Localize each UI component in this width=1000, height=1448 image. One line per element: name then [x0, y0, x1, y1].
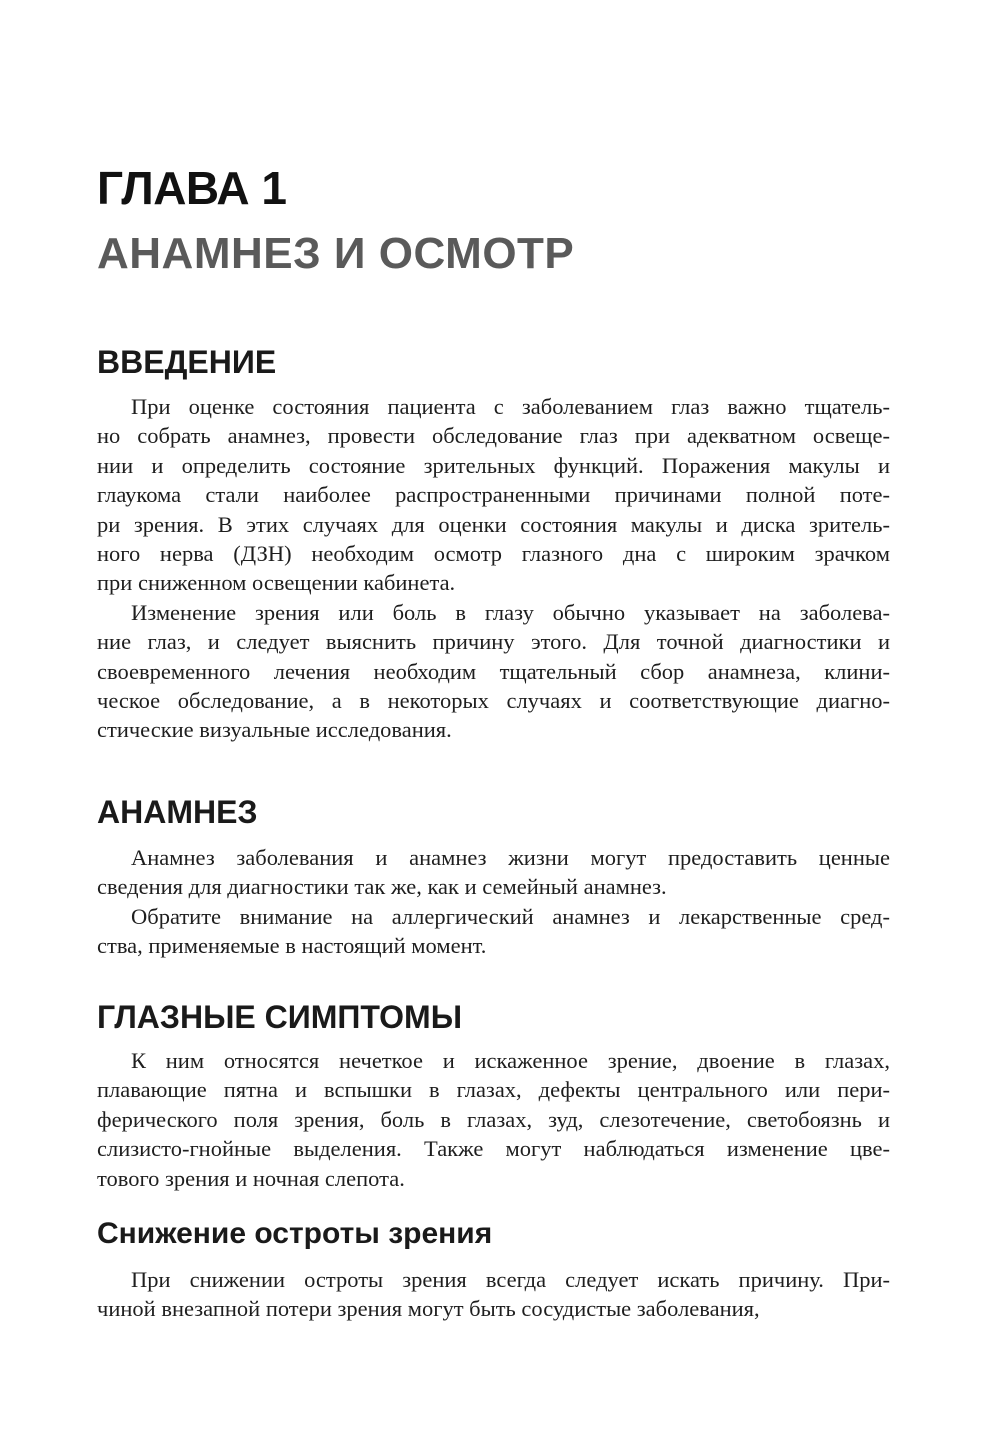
text-line: При снижении остроты зрения всегда следует искать причину. При- — [131, 1267, 890, 1292]
text-line: сведения для диагностики так же, как и семейный анамнез. — [97, 874, 667, 900]
anamnesis-body — [97, 843, 890, 961]
subsection-heading-acuity: Снижение остроты зрения — [97, 1217, 493, 1250]
text-line: но собрать анамнез, провести обследование глаз при адекватном освеще- — [97, 423, 890, 449]
text-line: слизисто-гнойные выделения. Также могут наблюдаться изменение цве- — [97, 1136, 890, 1162]
paragraph — [97, 902, 890, 961]
text-line: ного нерва (ДЗН) необходим осмотр глазного дна с широким зрачком — [97, 540, 890, 566]
text-line: Обратите внимание на аллергический анамнез и лекарственные сред- — [131, 903, 890, 929]
text-line: плавающие пятна и вспышки в глазах, дефекты центрального или пери- — [97, 1077, 890, 1103]
section-heading-anamnesis: АНАМНЕЗ — [97, 794, 258, 830]
text-line: нии и определить состояние зрительных функций. Поражения макулы и — [97, 452, 890, 478]
paragraph — [97, 1046, 890, 1193]
acuity-body — [97, 1265, 890, 1324]
paragraph — [97, 1265, 890, 1324]
section-heading-intro: ВВЕДЕНИЕ — [97, 344, 277, 380]
text-line: чиной внезапной потери зрения могут быть сосудистые заболевания, — [97, 1296, 760, 1322]
text-line: ческое обследование, а в некоторых случаях и соответствующие диагно- — [97, 687, 890, 713]
text-line: глаукома стали наиболее распространенными причинами полной поте- — [97, 482, 890, 508]
chapter-title: АНАМНЕЗ И ОСМОТР — [97, 229, 575, 278]
text-line: ферического поля зрения, боль в глазах, зуд, слезотечение, светобоязнь и — [97, 1106, 890, 1132]
paragraph — [97, 598, 890, 745]
intro-body — [97, 392, 890, 745]
text-line: при сниженном освещении кабинета. — [97, 570, 456, 596]
text-line: ства, применяемые в настоящий момент. — [97, 933, 487, 959]
text-line: Изменение зрения или боль в глазу обычно указывает на заболева- — [131, 599, 890, 625]
text-line: ри зрения. В этих случаях для оценки состояния макулы и диска зритель- — [97, 511, 890, 537]
text-line: Анамнез заболевания и анамнез жизни могут предоставить ценные — [131, 845, 890, 870]
symptoms-body — [97, 1046, 890, 1193]
text-line: При оценке состояния пациента с заболеванием глаз важно тщатель- — [131, 394, 890, 419]
section-heading-symptoms: ГЛАЗНЫЕ СИМПТОМЫ — [97, 999, 463, 1035]
text-line: ние глаз, и следует выяснить причину этого. Для точной диагностики и — [97, 629, 890, 655]
text-line: К ним относятся нечеткое и искаженное зрение, двоение в глазах, — [131, 1048, 890, 1073]
text-line: стические визуальные исследования. — [97, 717, 452, 743]
paragraph — [97, 392, 890, 598]
text-line: тового зрения и ночная слепота. — [97, 1165, 405, 1191]
text-line: своевременного лечения необходим тщательный сбор анамнеза, клини- — [97, 658, 890, 684]
chapter-number: ГЛАВА 1 — [97, 162, 287, 214]
paragraph — [97, 843, 890, 902]
